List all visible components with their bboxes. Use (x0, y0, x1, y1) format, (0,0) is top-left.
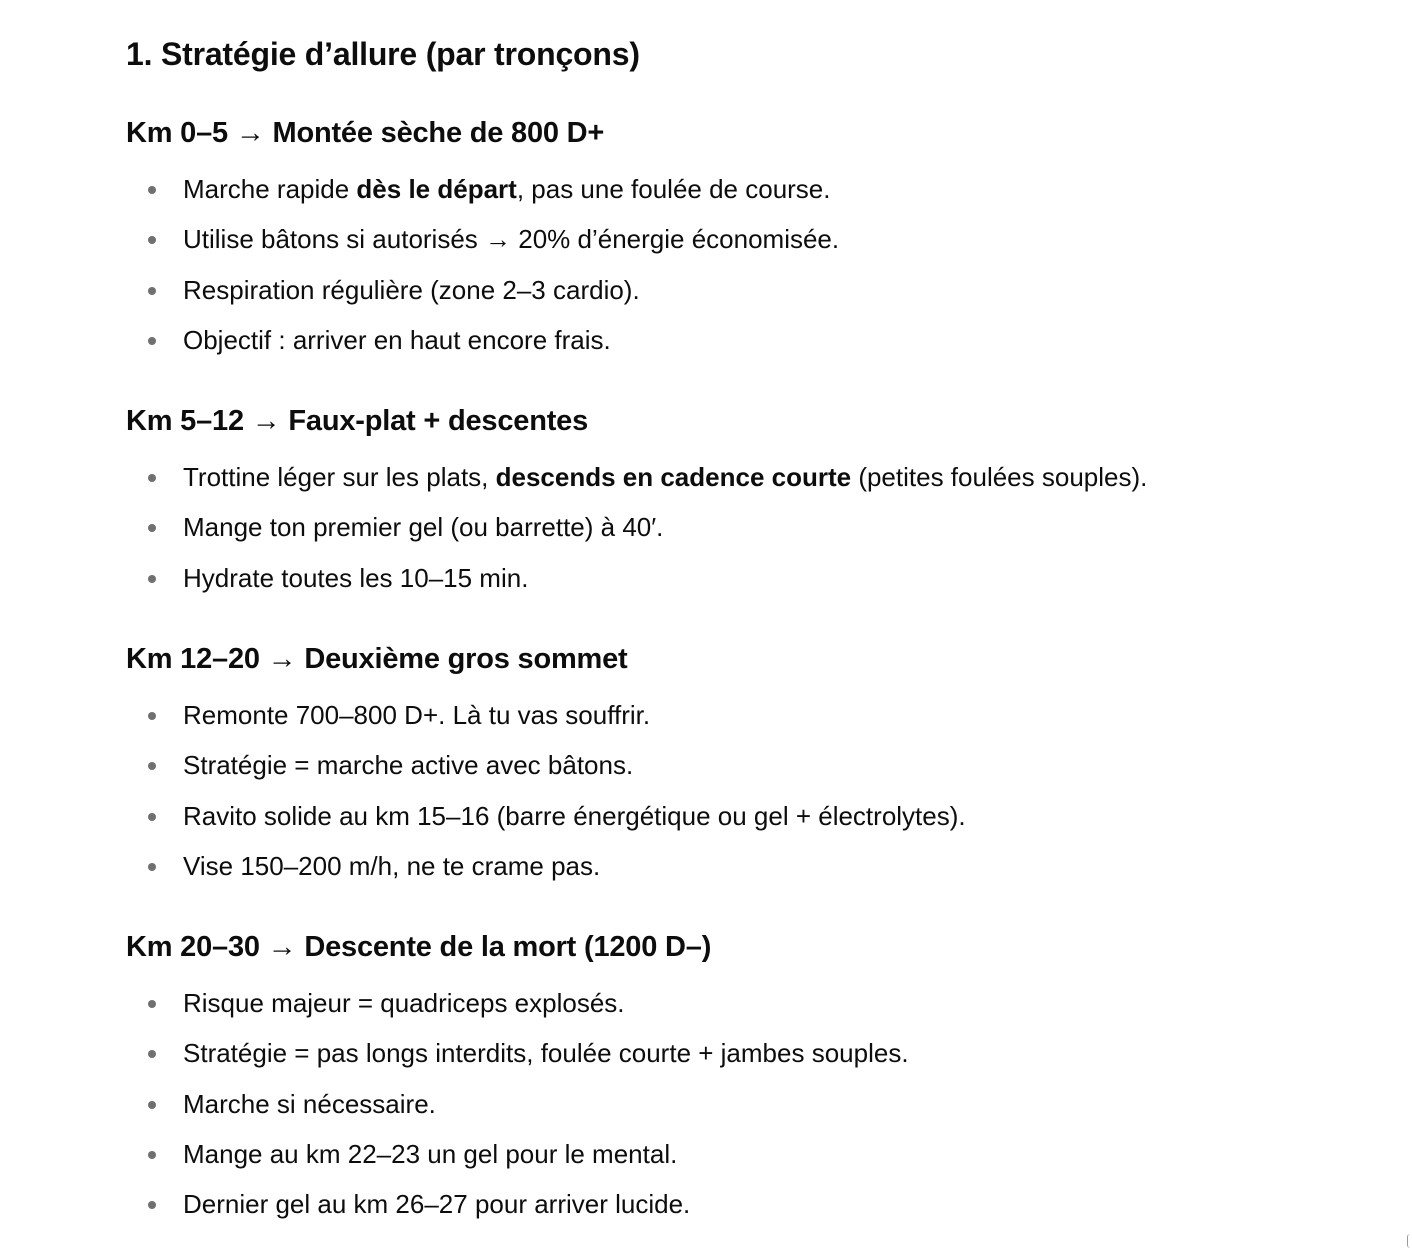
list-item (126, 986, 1396, 1036)
section-heading: Km 5–12 → Faux-plat + descentes (126, 405, 589, 437)
bullet-dot-icon (148, 813, 156, 821)
item-text: Respiration régulière (zone 2–3 cardio). (183, 274, 640, 305)
item-text-after: (petites foulées souples). (851, 462, 1148, 492)
item-text: Stratégie = marche active avec bâtons. (183, 750, 634, 781)
bullet-dot-icon (148, 287, 156, 295)
bullet-dot-icon (148, 1201, 156, 1209)
list-item (126, 273, 1396, 323)
item-text: Mange ton premier gel (ou barrette) à 40′. (183, 512, 664, 543)
item-text: Dernier gel au km 26–27 pour arriver lucide. (183, 1189, 691, 1220)
list-item (126, 561, 1396, 611)
bullet-list (126, 698, 1396, 899)
bullet-list (126, 986, 1396, 1237)
section-heading: Km 12–20 → Deuxième gros sommet (126, 643, 628, 675)
item-bold-text: dès le départ (356, 174, 517, 204)
corner-edge-icon (1407, 1234, 1412, 1248)
item-text: Stratégie = pas longs interdits, foulée courte + jambes souples. (183, 1038, 909, 1069)
bullet-dot-icon (148, 1000, 156, 1008)
section-km-12-20 (126, 641, 1396, 881)
list-item (126, 1036, 1396, 1086)
list-item (126, 1187, 1396, 1237)
bullet-dot-icon (148, 524, 156, 532)
section-km-5-12 (126, 403, 1396, 593)
section-km-0-5 (126, 115, 1396, 355)
item-text-after: , pas une foulée de course. (516, 174, 831, 204)
bullet-dot-icon (148, 1050, 156, 1058)
bullet-list (126, 172, 1396, 373)
bullet-dot-icon (148, 712, 156, 720)
item-text: Trottine léger sur les plats, (183, 462, 496, 492)
list-item (126, 460, 1396, 510)
section-heading: Km 0–5 → Montée sèche de 800 D+ (126, 117, 605, 149)
item-text: Marche si nécessaire. (183, 1088, 436, 1119)
bullet-dot-icon (148, 863, 156, 871)
list-item (126, 849, 1396, 899)
section-heading: Km 20–30 → Descente de la mort (1200 D–) (126, 931, 712, 963)
item-text: Ravito solide au km 15–16 (barre énergétique ou gel + électrolytes). (183, 800, 966, 831)
bullet-dot-icon (148, 186, 156, 194)
bullet-dot-icon (148, 575, 156, 583)
bullet-dot-icon (148, 474, 156, 482)
item-bold-text: descends en cadence courte (495, 462, 852, 492)
list-item (126, 222, 1396, 272)
item-text: Remonte 700–800 D+. Là tu vas souffrir. (183, 700, 651, 730)
list-item (126, 1087, 1396, 1137)
list-item (126, 1137, 1396, 1187)
list-item (126, 698, 1396, 748)
item-text: Marche rapide (183, 174, 357, 204)
item-text: Risque majeur = quadriceps explosés. (183, 988, 625, 1018)
item-text: Objectif : arriver en haut encore frais. (183, 324, 611, 355)
item-text: Utilise bâtons si autorisés → 20% d’énergie économisée. (183, 224, 840, 255)
item-text: Vise 150–200 m/h, ne te crame pas. (183, 850, 601, 881)
list-item (126, 510, 1396, 560)
list-item (126, 799, 1396, 849)
page-title: 1. Stratégie d’allure (par tronçons) (126, 36, 640, 72)
bullet-dot-icon (148, 1101, 156, 1109)
item-text: Mange au km 22–23 un gel pour le mental. (183, 1138, 678, 1169)
bullet-dot-icon (148, 1151, 156, 1159)
bullet-dot-icon (148, 236, 156, 244)
list-item (126, 323, 1396, 373)
list-item (126, 748, 1396, 798)
item-text: Hydrate toutes les 10–15 min. (183, 562, 529, 593)
bullet-dot-icon (148, 337, 156, 345)
section-km-20-30 (126, 929, 1396, 1220)
bullet-list (126, 460, 1396, 611)
list-item (126, 172, 1396, 222)
bullet-dot-icon (148, 762, 156, 770)
